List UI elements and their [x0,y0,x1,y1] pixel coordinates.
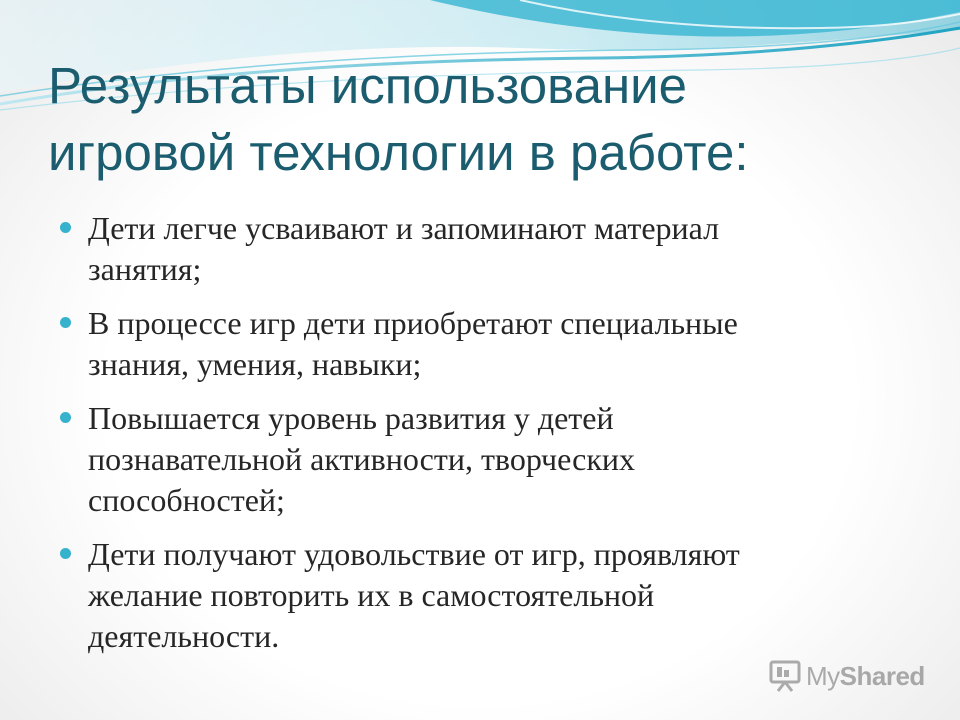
bullet-line: Повышается уровень развития у детей [88,400,614,436]
bullet-dot-icon [60,317,71,328]
bullet-line: познавательной активности, творческих [88,441,635,477]
bullet-line: Дети получают удовольствие от игр, проявляют [88,536,740,572]
presentation-icon [768,659,802,693]
mysharedwatermark [768,656,925,696]
bullet-dot-icon [60,548,71,559]
bullet-line: занятия; [88,251,202,287]
bullet-item [58,208,878,290]
bullet-dot-icon [60,412,71,423]
bullet-list [58,208,878,670]
bullet-line: деятельности. [88,618,280,654]
bullet-dot-icon [60,222,71,233]
watermark-text: MyShared [806,660,925,691]
bullet-item [58,398,878,521]
slide-title [48,52,908,186]
bullet-line: Дети легче усваивают и запоминают материал [88,210,720,246]
bullet-item [58,303,878,385]
bullet-item [58,534,878,657]
title-line-2: игровой технологии в работе: [48,124,749,181]
bullet-line: В процессе игр дети приобретают специальные [88,305,738,341]
bullet-line: знания, умения, навыки; [88,346,422,382]
title-line-1: Результаты использование [48,57,688,114]
bullet-line: желание повторить их в самостоятельной [88,577,655,613]
bullet-line: способностей; [88,482,285,518]
